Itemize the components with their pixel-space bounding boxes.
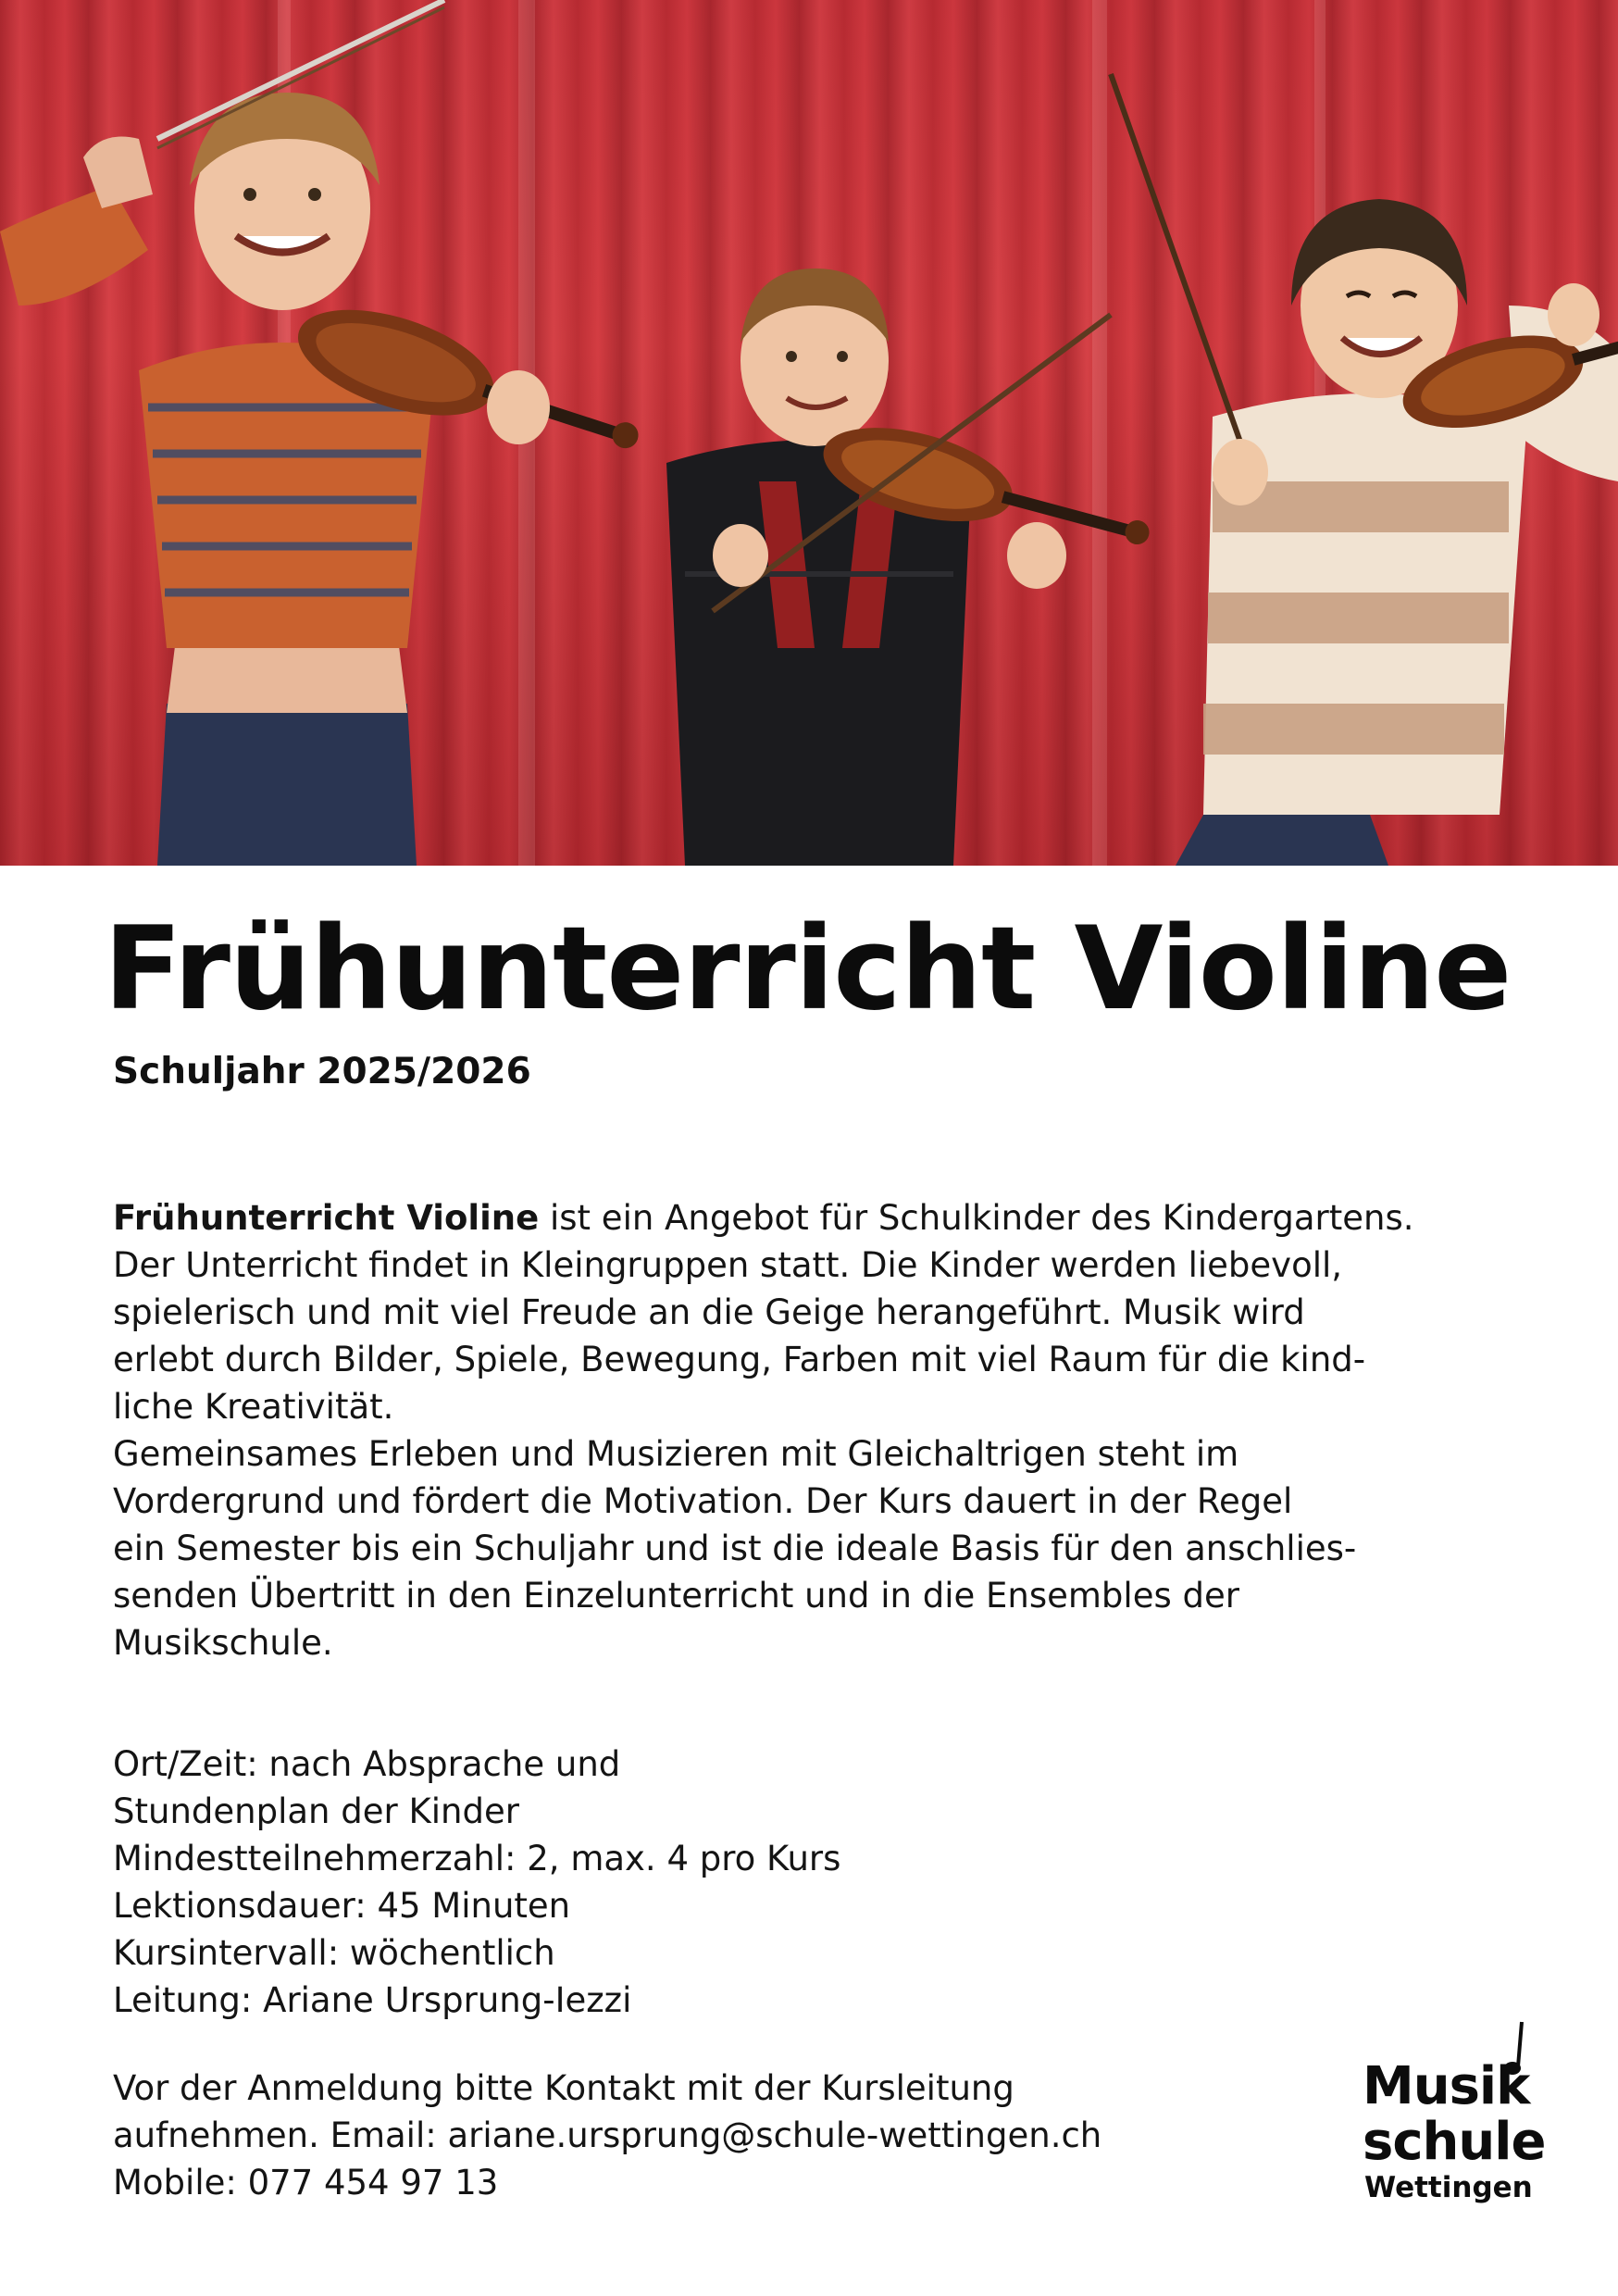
header-photo	[0, 0, 1618, 866]
description-lead-rest: ist ein Angebot für Schulkinder des Kindergartens.	[539, 1198, 1414, 1238]
info-location-time: Ort/Zeit: nach Absprache und	[113, 1744, 621, 1784]
info-course-interval: Kursintervall: wöchentlich	[113, 1933, 555, 1973]
page-title: Frühunterricht Violine	[104, 903, 1512, 1036]
description-line: liche Kreativität.	[113, 1387, 394, 1427]
description-line: spielerisch und mit viel Freude an die Geige herangeführt. Musik wird	[113, 1292, 1305, 1332]
child-center	[666, 268, 1159, 866]
info-lesson-duration: Lektionsdauer: 45 Minuten	[113, 1886, 571, 1926]
description-line	[113, 1194, 1501, 1242]
contact-info	[113, 2065, 1101, 2206]
info-location-time-cont: Stundenplan der Kinder	[113, 1791, 519, 1831]
description-line: Musikschule.	[113, 1623, 333, 1663]
description-line: Vordergrund und fördert die Motivation. Der Kurs dauert in der Regel	[113, 1481, 1293, 1521]
page-subtitle: Schuljahr 2025/2026	[113, 1051, 531, 1092]
child-right	[1111, 74, 1618, 866]
logo-word-schule: schule	[1363, 2112, 1546, 2172]
description-line: senden Übertritt in den Einzelunterricht und in die Ensembles der	[113, 1576, 1239, 1616]
contact-phone-line[interactable]: Mobile: 077 454 97 13	[113, 2163, 499, 2202]
description-lead-bold: Frühunterricht Violine	[113, 1198, 540, 1238]
description-line: Gemeinsames Erleben und Musizieren mit Gleichaltrigen steht im	[113, 1434, 1239, 1474]
description-line: ein Semester bis ein Schuljahr und ist die ideale Basis für den anschlies-	[113, 1529, 1357, 1568]
logo-word-wettingen: Wettingen	[1364, 2171, 1533, 2204]
contact-line: Vor der Anmeldung bitte Kontakt mit der Kursleitung	[113, 2068, 1014, 2108]
musikschule-logo	[1363, 2018, 1566, 2203]
description-line: Der Unterricht findet in Kleingruppen statt. Die Kinder werden liebevoll,	[113, 1245, 1343, 1285]
logo-word-musik: Musik	[1363, 2056, 1530, 2116]
course-info	[113, 1741, 840, 2024]
info-instructor: Leitung: Ariane Ursprung-Iezzi	[113, 1980, 632, 2020]
info-min-participants: Mindestteilnehmerzahl: 2, max. 4 pro Kurs	[113, 1839, 841, 1878]
child-left	[0, 0, 651, 866]
children-violin-illustration	[0, 0, 1618, 866]
contact-email-line[interactable]: aufnehmen. Email: ariane.ursprung@schule-wettingen.ch	[113, 2115, 1102, 2155]
description-line: erlebt durch Bilder, Spiele, Bewegung, Farben mit viel Raum für die kind-	[113, 1340, 1366, 1379]
course-description	[113, 1194, 1501, 1666]
